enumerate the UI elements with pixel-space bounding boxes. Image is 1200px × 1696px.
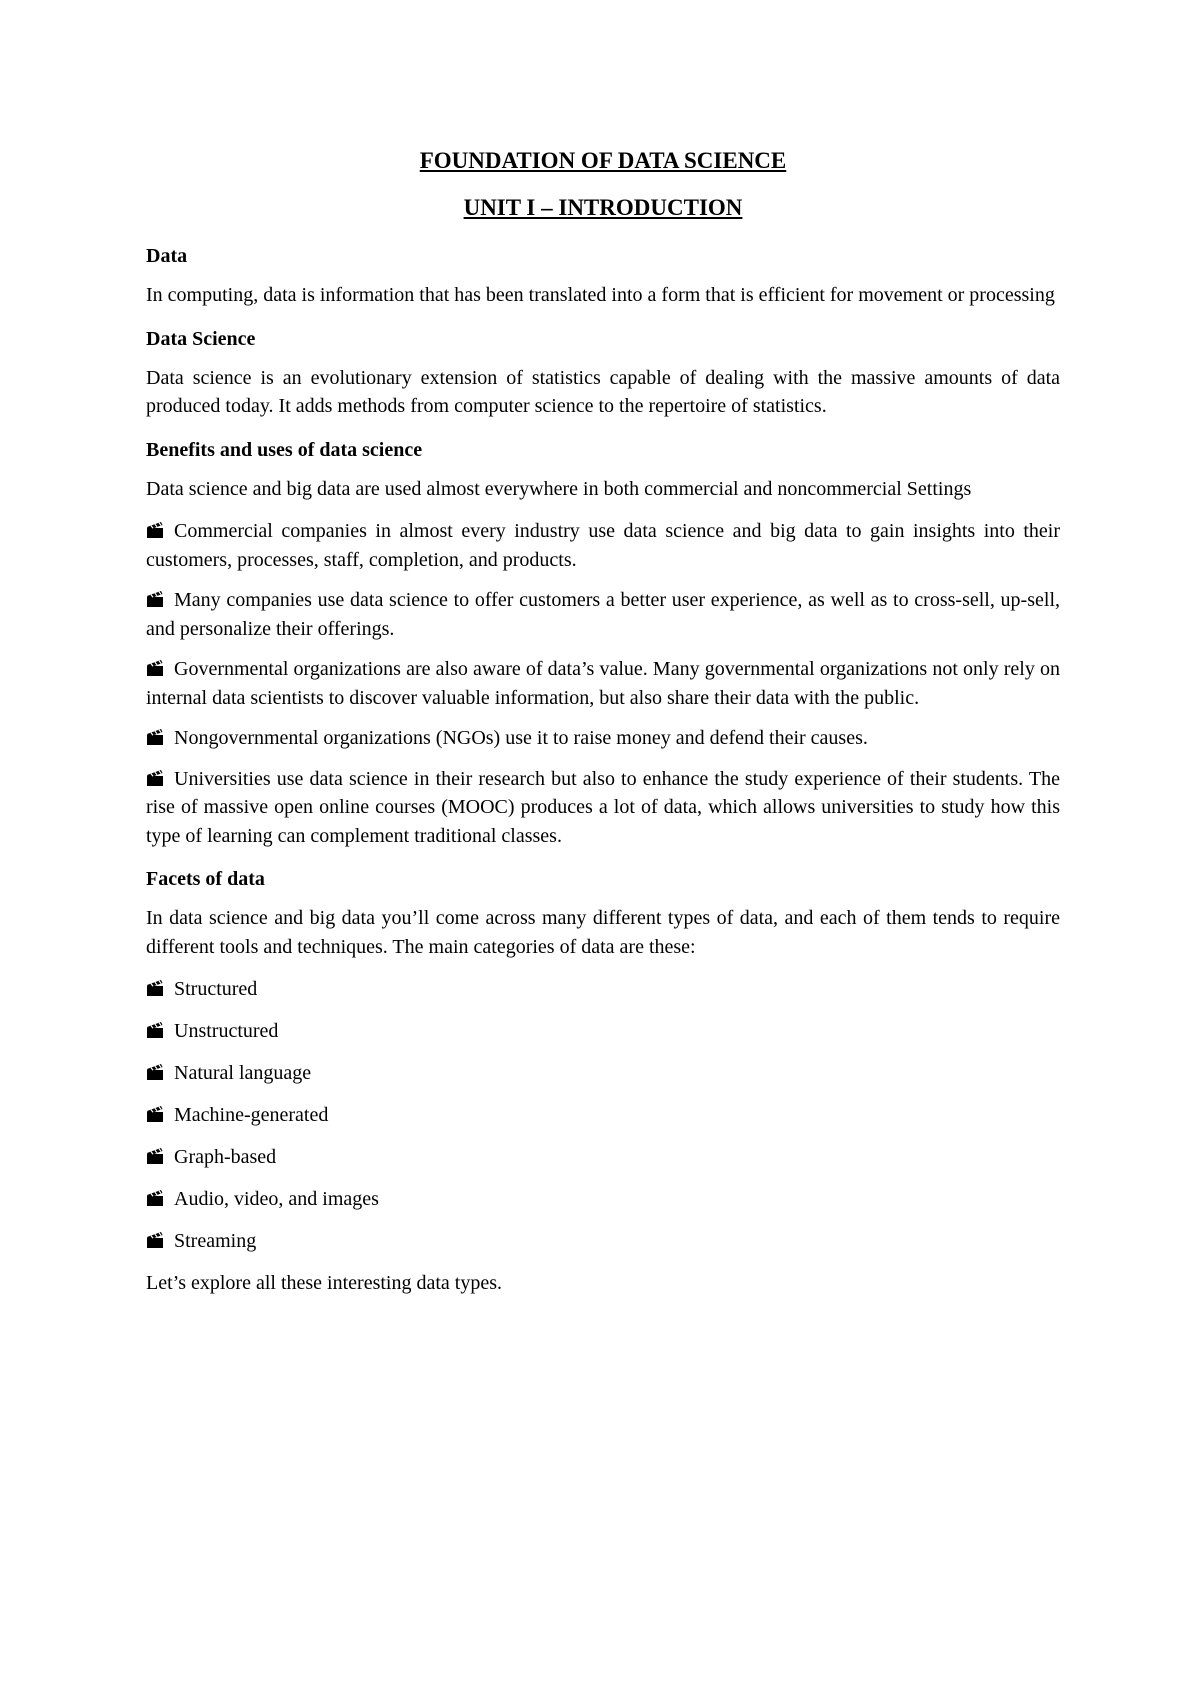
list-item: Nongovernmental organizations (NGOs) use it to raise money and defend their causes. <box>146 724 1060 753</box>
list-item: Many companies use data science to offer customers a better user experience, as well as to cross-sell, up-sell, and personalize their offerings. <box>146 589 1060 640</box>
clapperboard-icon <box>146 979 166 997</box>
section-text-data: In computing, data is information that has been translated into a form that is efficient for movement or processing <box>146 284 1055 306</box>
list-item: Audio, video, and images <box>146 1185 1060 1213</box>
list-item: Universities use data science in their research but also to enhance the study experience of their students. The rise of massive open online courses (MOOC) produces a lot of data, which allows universities to study how this type of learning can complement traditional classes. <box>146 767 1060 847</box>
document-page <box>146 146 1060 1298</box>
clapperboard-icon <box>146 1021 166 1039</box>
list-item: Commercial companies in almost every industry use data science and big data to gain insights into their customers, processes, staff, completion, and products. <box>146 520 1060 571</box>
list-item: Unstructured <box>146 1017 1060 1045</box>
clapperboard-icon <box>146 1189 166 1207</box>
clapperboard-icon <box>146 1147 166 1165</box>
section-closing-facets: Let’s explore all these interesting data types. <box>146 1272 502 1294</box>
list-item: Natural language <box>146 1059 1060 1087</box>
clapperboard-icon <box>146 769 166 787</box>
list-item: Governmental organizations are also aware of data’s value. Many governmental organizations not only rely on internal data scientists to discover valuable information, but also share their data with the public. <box>146 658 1060 709</box>
document-title: FOUNDATION OF DATA SCIENCE <box>419 148 787 173</box>
list-item: Streaming <box>146 1227 1060 1255</box>
clapperboard-icon <box>146 1063 166 1081</box>
section-intro-benefits: Data science and big data are used almost everywhere in both commercial and noncommercial Settings <box>146 477 972 500</box>
clapperboard-icon <box>146 1231 166 1249</box>
clapperboard-icon <box>146 1105 166 1123</box>
list-item: Graph-based <box>146 1143 1060 1171</box>
list-item: Structured <box>146 975 1060 1003</box>
list-item: Machine-generated <box>146 1101 1060 1129</box>
section-intro-facets: In data science and big data you’ll come across many different types of data, and each of them tends to require different tools and techniques. The main categories of data are these: <box>146 907 1060 958</box>
section-heading-data-science: Data Science <box>146 327 256 350</box>
clapperboard-icon <box>146 728 166 746</box>
clapperboard-icon <box>146 521 166 539</box>
clapperboard-icon <box>146 659 166 677</box>
clapperboard-icon <box>146 590 166 608</box>
section-heading-facets: Facets of data <box>146 868 265 890</box>
section-heading-benefits: Benefits and uses of data science <box>146 438 423 461</box>
unit-title: UNIT I – INTRODUCTION <box>463 195 743 220</box>
section-heading-data: Data <box>146 245 188 267</box>
section-text-data-science: Data science is an evolutionary extension of statistics capable of dealing with the massive amounts of data produced today. It adds methods from computer science to the repertoire of statistics. <box>146 366 1060 417</box>
